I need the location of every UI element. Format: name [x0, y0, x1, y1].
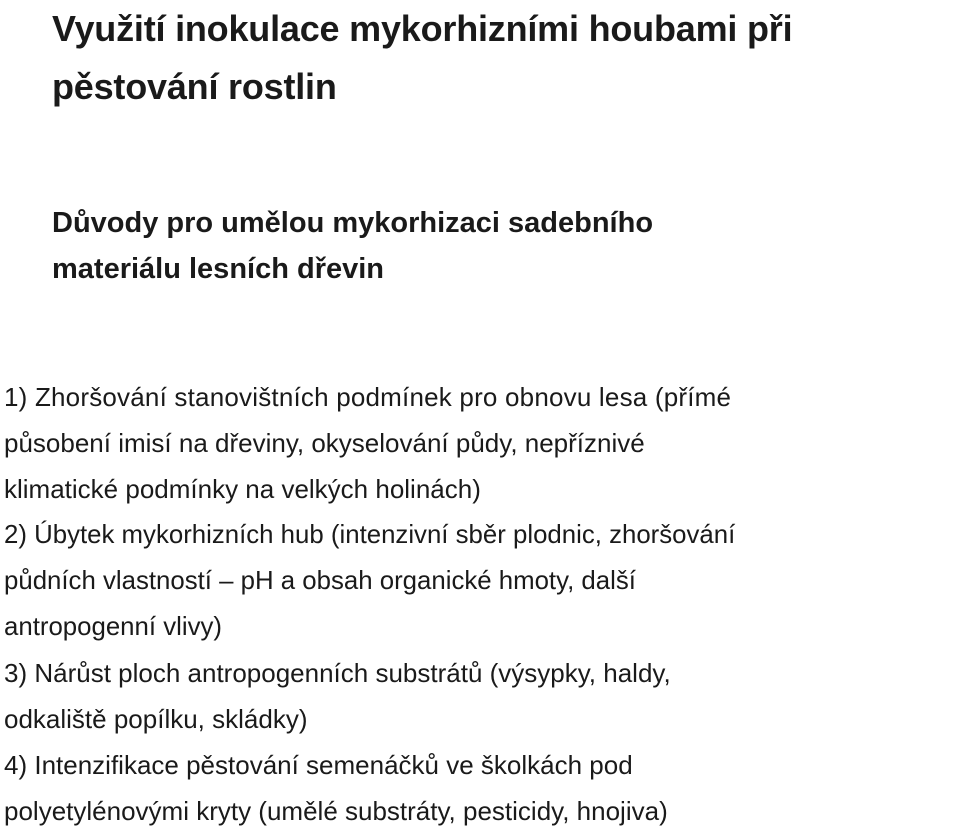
list-item	[0, 374, 960, 512]
list-item-text	[0, 650, 960, 742]
reasons-list	[0, 374, 960, 834]
list-item-line: polyetylénovými kryty (umělé substráty, pesticidy, hnojiva)	[4, 796, 668, 826]
list-item-text	[0, 374, 960, 512]
title-line: Využití inokulace mykorhizními houbami při	[52, 8, 793, 49]
list-item-line: antropogenní vlivy)	[4, 613, 222, 641]
list-item-line: 2) Úbytek mykorhizních hub (intenzivní sběr plodnic, zhoršování	[4, 521, 736, 549]
list-item-text	[0, 512, 960, 650]
list-item	[0, 512, 960, 650]
title-line: pěstování rostlin	[52, 66, 337, 107]
list-item-text	[0, 742, 960, 834]
list-item-line: odkaliště popílku, skládky)	[4, 704, 308, 734]
list-item-line: 3) Nárůst ploch antropogenních substrátů (výsypky, haldy,	[4, 658, 671, 688]
list-item-line: 4) Intenzifikace pěstování semenáčků ve školkách pod	[4, 750, 633, 780]
list-item-line: působení imisí na dřeviny, okyselování půdy, nepříznivé	[4, 428, 645, 458]
list-item-line: půdních vlastností – pH a obsah organické hmoty, další	[4, 567, 636, 595]
slide-title	[52, 0, 952, 116]
list-item	[0, 650, 960, 742]
list-item-line: klimatické podmínky na velkých holinách)	[4, 474, 481, 504]
list-item	[0, 742, 960, 834]
slide-subtitle	[52, 200, 932, 292]
subtitle-line: materiálu lesních dřevin	[52, 253, 385, 285]
list-item-line: 1) Zhoršování stanovištních podmínek pro obnovu lesa (přímé	[4, 382, 732, 412]
subtitle-line: Důvody pro umělou mykorhizaci sadebního	[52, 207, 654, 239]
